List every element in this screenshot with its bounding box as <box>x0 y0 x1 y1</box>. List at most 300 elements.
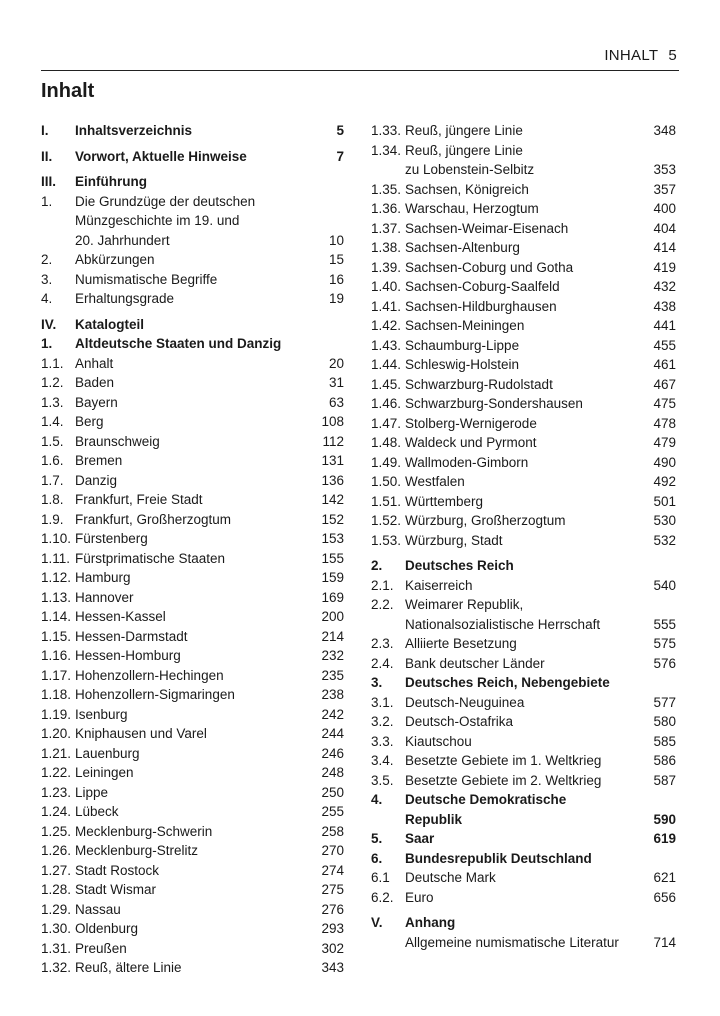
toc-entry-number: 1.11. <box>41 550 71 566</box>
toc-entry-number: 1.35. <box>371 181 402 197</box>
toc-entry-number: 1.32. <box>41 960 72 975</box>
toc-entry-number: I. <box>41 123 49 138</box>
toc-entry-number: 3.2. <box>371 714 394 729</box>
toc-entry-title: Lippe <box>75 784 109 800</box>
toc-entry <box>371 712 676 732</box>
toc-entry-page: 258 <box>321 823 344 839</box>
toc-entry-title: Schwarzburg-Rudolstadt <box>405 376 553 392</box>
toc-entry <box>41 451 344 471</box>
toc-entry-page: 246 <box>321 745 344 761</box>
toc-section-heading <box>41 121 344 141</box>
toc-entry-page: 276 <box>321 901 344 917</box>
toc-entry <box>371 316 676 336</box>
toc-entry-title: Altdeutsche Staaten und Danzig <box>75 336 282 351</box>
toc-entry-title: Reuß, ältere Linie <box>75 960 182 975</box>
toc-entry-number: 1.39. <box>371 259 402 275</box>
toc-entry-title: Fürstenberg <box>75 531 148 546</box>
toc-entry-title: Deutsch-Neuguinea <box>405 694 525 710</box>
toc-entry-number: 1.34. <box>371 142 402 158</box>
toc-entry-number: 3. <box>371 675 383 690</box>
toc-entry-page: 20 <box>328 355 344 371</box>
toc-entry-page: 455 <box>653 337 676 353</box>
toc-entry <box>371 634 676 654</box>
toc-entry-title: Kniphausen und Varel <box>75 726 207 741</box>
toc-entry-page: 492 <box>653 474 676 489</box>
toc-entry-title: Anhalt <box>75 355 114 371</box>
toc-entry-page: 152 <box>321 511 344 527</box>
toc-entry <box>41 646 344 666</box>
toc-entry <box>41 568 344 588</box>
toc-entry-number: 1. <box>41 336 53 351</box>
toc-entry-page: 438 <box>653 298 676 314</box>
toc-entry-page: 16 <box>328 271 344 287</box>
toc-entry-page: 7 <box>336 148 344 164</box>
toc-entry-page: 302 <box>321 940 344 956</box>
toc-entry-number: 3.5. <box>371 772 394 788</box>
toc-entry-number: 1.13. <box>41 589 72 605</box>
toc-section-heading <box>371 673 676 693</box>
toc-entry <box>371 595 676 615</box>
toc-entry-number: 1.17. <box>41 667 72 683</box>
toc-entry-page: 136 <box>321 472 344 488</box>
toc-entry <box>41 510 344 530</box>
toc-entry-number: 1.49. <box>371 454 402 470</box>
toc-entry-page: 432 <box>653 279 676 294</box>
toc-entry <box>41 822 344 842</box>
toc-entry-title: Waldeck und Pyrmont <box>405 435 537 450</box>
toc-entry <box>41 880 344 900</box>
toc-entry-number: 1.46. <box>371 396 402 411</box>
toc-entry <box>41 705 344 725</box>
toc-entry <box>371 472 676 492</box>
toc-entry-title: Lübeck <box>75 804 119 819</box>
toc-entry-number: 1.50. <box>371 474 402 489</box>
toc-entry-page: 232 <box>321 648 344 663</box>
toc-entry <box>41 802 344 822</box>
toc-entry-page: 540 <box>653 577 676 593</box>
toc-entry <box>41 211 344 231</box>
toc-section-heading <box>371 810 676 830</box>
toc-entry <box>371 654 676 674</box>
toc-entry <box>371 511 676 531</box>
toc-entry <box>41 627 344 647</box>
toc-entry-page: 131 <box>321 453 344 468</box>
toc-entry <box>371 219 676 239</box>
toc-entry-page: 343 <box>321 960 344 975</box>
toc-right-column <box>371 121 676 952</box>
toc-entry-title: Euro <box>405 889 434 905</box>
toc-entry <box>41 958 344 978</box>
toc-entry-title: Frankfurt, Großherzogtum <box>75 511 232 527</box>
toc-entry-page: 31 <box>328 375 344 390</box>
toc-entry-title: Leiningen <box>75 765 134 780</box>
toc-entry-page: 348 <box>653 123 676 138</box>
toc-entry-page: 270 <box>321 843 344 858</box>
toc-entry-number: 1.7. <box>41 472 64 488</box>
toc-entry-number: 3.3. <box>371 733 394 749</box>
toc-entry-number: V. <box>371 915 383 930</box>
toc-entry-page: 576 <box>653 655 676 671</box>
toc-entry <box>41 900 344 920</box>
toc-entry <box>371 375 676 395</box>
running-header <box>41 46 679 71</box>
toc-entry-page: 244 <box>321 726 344 741</box>
toc-entry-title: zu Lobenstein-Selbitz <box>405 162 535 177</box>
toc-entry-page: 108 <box>321 414 344 429</box>
toc-entry-title: Warschau, Herzogtum <box>405 201 539 216</box>
toc-entry <box>41 412 344 432</box>
toc-entry <box>41 841 344 861</box>
toc-entry <box>41 744 344 764</box>
toc-entry-page: 590 <box>653 811 676 827</box>
toc-entry-page: 112 <box>322 433 344 449</box>
toc-entry-title: Deutsches Reich <box>405 558 514 573</box>
toc-entry-title: Einführung <box>75 174 147 189</box>
toc-entry-page: 200 <box>321 609 344 624</box>
toc-entry <box>41 783 344 803</box>
toc-entry <box>41 529 344 549</box>
toc-entry-number: 4. <box>371 792 383 807</box>
toc-entry-number: 2.3. <box>371 636 394 651</box>
toc-entry-page: 490 <box>653 454 676 470</box>
toc-entry-page: 404 <box>653 220 676 236</box>
toc-entry-title: Kaiserreich <box>405 577 473 593</box>
toc-entry-number: 1.33. <box>371 123 402 138</box>
toc-entry-number: 1.26. <box>41 843 72 858</box>
toc-entry-page: 15 <box>328 252 344 267</box>
toc-entry-number: 2.2. <box>371 597 394 612</box>
toc-entry-page: 501 <box>653 493 676 509</box>
toc-entry-page: 619 <box>653 831 676 846</box>
toc-entry-page: 235 <box>321 667 344 683</box>
toc-entry-title: Hessen-Darmstadt <box>75 628 188 644</box>
toc-entry <box>371 141 676 161</box>
toc-entry-title: Sachsen-Coburg-Saalfeld <box>405 279 560 294</box>
toc-entry-number: 2.4. <box>371 655 394 671</box>
toc-entry-number: 2. <box>41 252 53 267</box>
toc-entry-page: 587 <box>653 772 676 788</box>
toc-section-heading <box>371 829 676 849</box>
toc-entry-page: 656 <box>653 889 676 905</box>
toc-entry <box>371 258 676 278</box>
toc-entry-title: Besetzte Gebiete im 2. Weltkrieg <box>405 772 602 788</box>
toc-entry-number: 1.3. <box>41 394 64 410</box>
toc-entry-number: 1.1. <box>41 355 64 371</box>
toc-entry-title: Deutsche Mark <box>405 870 496 885</box>
toc-entry-title: Oldenburg <box>75 921 139 936</box>
toc-entry <box>371 888 676 908</box>
toc-entry <box>41 354 344 374</box>
toc-entry <box>41 289 344 309</box>
toc-section-heading <box>41 315 344 335</box>
toc-entry-page: 479 <box>653 435 676 450</box>
toc-entry-page: 586 <box>653 753 676 768</box>
toc-entry-title: Deutsches Reich, Nebengebiete <box>405 675 610 690</box>
toc-entry <box>371 751 676 771</box>
toc-entry-page: 255 <box>321 804 344 819</box>
toc-entry-page: 478 <box>653 415 676 431</box>
toc-entry-number: 1.45. <box>371 376 402 392</box>
toc-entry-number: 6.1 <box>371 870 390 885</box>
toc-entry-title: Hohenzollern-Hechingen <box>75 667 224 683</box>
toc-entry-title: Weimarer Republik, <box>405 597 524 612</box>
toc-entry-page: 242 <box>321 706 344 722</box>
toc-entry-title: Saar <box>405 831 435 846</box>
toc-entry-page: 159 <box>321 570 344 585</box>
toc-entry-title: 20. Jahrhundert <box>75 232 170 248</box>
toc-entry <box>371 531 676 551</box>
toc-entry-title: Bremen <box>75 453 123 468</box>
toc-entry-number: 1.25. <box>41 823 72 839</box>
toc-entry-page: 621 <box>653 870 676 885</box>
toc-entry-number: 1.21. <box>41 745 72 761</box>
toc-entry-page: 214 <box>321 628 344 644</box>
toc-entry-title: Anhang <box>405 915 456 930</box>
toc-entry-page: 353 <box>653 162 676 177</box>
toc-entry <box>41 471 344 491</box>
toc-entry-page: 585 <box>653 733 676 749</box>
toc-entry <box>41 724 344 744</box>
toc-entry-title: Schaumburg-Lippe <box>405 337 520 353</box>
toc-entry-title: Bank deutscher Länder <box>405 655 545 671</box>
toc-entry-number: 6.2. <box>371 889 394 905</box>
toc-entry-number: 1.41. <box>371 298 402 314</box>
toc-entry-title: Danzig <box>75 472 118 488</box>
toc-entry <box>41 685 344 705</box>
toc-entry-title: Deutsche Demokratische <box>405 792 567 807</box>
toc-entry-title: Bayern <box>75 394 118 410</box>
toc-entry-title: Alliierte Besetzung <box>405 636 517 651</box>
toc-entry-number: 1.16. <box>41 648 72 663</box>
toc-entry-title: Nassau <box>75 901 121 917</box>
toc-entry <box>371 615 676 635</box>
toc-entry-page: 461 <box>653 357 676 372</box>
toc-entry-page: 414 <box>653 240 676 255</box>
toc-entry <box>371 180 676 200</box>
toc-entry <box>371 453 676 473</box>
toc-entry-title: Reuß, jüngere Linie <box>405 142 523 158</box>
toc-entry-page: 441 <box>653 318 676 333</box>
toc-entry-title: Vorwort, Aktuelle Hinweise <box>75 148 247 164</box>
toc-entry-number: 1.18. <box>41 687 72 702</box>
toc-entry-page: 475 <box>653 396 676 411</box>
toc-entry-number: 1.31. <box>41 940 72 956</box>
toc-entry-title: Sachsen-Meiningen <box>405 318 525 333</box>
toc-entry <box>371 492 676 512</box>
toc-entry-title: Baden <box>75 375 115 390</box>
toc-entry-number: 1.44. <box>371 357 402 372</box>
toc-entry <box>41 373 344 393</box>
toc-entry-title: Erhaltungsgrade <box>75 291 175 306</box>
toc-entry-number: 1.6. <box>41 453 64 468</box>
toc-entry-page: 400 <box>653 201 676 216</box>
toc-entry <box>371 199 676 219</box>
toc-entry-number: 1.36. <box>371 201 402 216</box>
toc-entry-number: 1.5. <box>41 433 64 449</box>
toc-entry-number: 3.4. <box>371 753 394 768</box>
toc-entry-title: Hessen-Homburg <box>75 648 181 663</box>
toc-entry-page: 274 <box>321 862 344 878</box>
toc-entry-title: Würzburg, Großherzogtum <box>405 513 566 528</box>
toc-entry <box>41 270 344 290</box>
toc-entry-number: 3. <box>41 271 53 287</box>
toc-entry-number: 1.23. <box>41 784 72 800</box>
toc-entry-title: Kiautschou <box>405 733 472 749</box>
toc-entry-title: Hannover <box>75 589 134 605</box>
toc-entry <box>41 607 344 627</box>
toc-entry <box>371 414 676 434</box>
toc-entry-page: 275 <box>321 882 344 897</box>
toc-entry-number: 1.40. <box>371 279 402 294</box>
toc-entry <box>41 549 344 569</box>
toc-entry-title: Besetzte Gebiete im 1. Weltkrieg <box>405 753 602 768</box>
toc-entry <box>41 393 344 413</box>
toc-entry <box>371 732 676 752</box>
toc-entry-title: Mecklenburg-Schwerin <box>75 823 213 839</box>
toc-entry-number: 1.14. <box>41 609 72 624</box>
toc-entry <box>371 433 676 453</box>
toc-entry-title: Stadt Rostock <box>75 862 160 878</box>
toc-entry-page: 577 <box>653 694 676 710</box>
toc-entry-title: Sachsen-Altenburg <box>405 240 520 255</box>
toc-entry-title: Württemberg <box>405 493 484 509</box>
toc-entry-number: 1.48. <box>371 435 402 450</box>
toc-entry-title: Preußen <box>75 940 127 956</box>
toc-entry-number: III. <box>41 174 57 189</box>
toc-entry-number: 1.29. <box>41 901 72 917</box>
toc-entry <box>371 394 676 414</box>
toc-entry-page: 467 <box>653 376 676 392</box>
toc-entry-number: 1.43. <box>371 337 402 353</box>
toc-entry-number: 1.19. <box>41 706 72 722</box>
toc-entry-number: 1.10. <box>41 531 72 546</box>
toc-entry <box>41 250 344 270</box>
toc-entry <box>371 160 676 180</box>
toc-entry <box>371 693 676 713</box>
toc-entry <box>41 490 344 510</box>
toc-entry <box>371 238 676 258</box>
toc-entry-number: 1.24. <box>41 804 72 819</box>
toc-entry-page: 5 <box>336 123 344 138</box>
toc-entry-title: Die Grundzüge der deutschen <box>75 193 256 209</box>
toc-entry-page: 19 <box>328 291 344 306</box>
toc-entry-title: Sachsen-Coburg und Gotha <box>405 259 574 275</box>
toc-entry-number: 1.52. <box>371 513 402 528</box>
toc-entry-number: 1.30. <box>41 921 72 936</box>
toc-entry <box>371 121 676 141</box>
page-title: Inhalt <box>41 80 95 102</box>
toc-entry-title: Nationalsozialistische Herrschaft <box>405 616 601 632</box>
toc-entry <box>41 231 344 251</box>
toc-entry-title: Sachsen-Weimar-Eisenach <box>405 220 569 236</box>
toc-entry-title: Sachsen-Hildburghausen <box>405 298 557 314</box>
toc-entry-number: 1.12. <box>41 570 72 585</box>
toc-entry-title: Katalogteil <box>75 316 145 332</box>
toc-entry-title: Isenburg <box>75 706 128 722</box>
toc-entry-number: 1.8. <box>41 492 64 507</box>
toc-entry-title: Bundesrepublik Deutschland <box>405 850 592 866</box>
toc-entry-title: Berg <box>75 414 104 429</box>
toc-entry-number: 1.38. <box>371 240 402 255</box>
toc-entry-number: 1.42. <box>371 318 402 333</box>
toc-entry-number: 1.47. <box>371 415 402 431</box>
toc-entry-number: 1.28. <box>41 882 72 897</box>
toc-entry-title: Sachsen, Königreich <box>405 181 529 197</box>
toc-entry-title: Stadt Wismar <box>75 882 157 897</box>
toc-section-heading <box>371 849 676 869</box>
toc-entry <box>41 432 344 452</box>
toc-entry-number: IV. <box>41 316 57 332</box>
toc-entry-title: Hessen-Kassel <box>75 609 166 624</box>
toc-entry-title: Mecklenburg-Strelitz <box>75 843 199 858</box>
toc-entry-title: Deutsch-Ostafrika <box>405 714 514 729</box>
toc-entry-number: 1.4. <box>41 414 64 429</box>
toc-entry-page: 555 <box>653 616 676 632</box>
toc-entry-page: 155 <box>321 550 344 566</box>
toc-entry-page: 248 <box>321 765 344 780</box>
toc-entry <box>371 933 676 953</box>
toc-entry-page: 142 <box>321 492 344 507</box>
toc-entry-page: 580 <box>653 714 676 729</box>
toc-entry-number: II. <box>41 148 53 164</box>
toc-entry-title: Schwarzburg-Sondershausen <box>405 396 583 411</box>
toc-entry <box>41 588 344 608</box>
toc-entry <box>371 297 676 317</box>
toc-entry <box>371 355 676 375</box>
toc-left-column <box>41 121 344 978</box>
toc-entry-number: 6. <box>371 850 383 866</box>
toc-entry-number: 1.53. <box>371 532 402 548</box>
toc-entry-title: Münzgeschichte im 19. und <box>75 213 240 228</box>
toc-entry-page: 250 <box>321 784 344 800</box>
toc-entry-title: Republik <box>405 811 463 827</box>
toc-entry-page: 532 <box>653 532 676 548</box>
toc-entry-title: Lauenburg <box>75 745 140 761</box>
toc-entry-page: 10 <box>328 232 344 248</box>
toc-entry-page: 293 <box>321 921 344 936</box>
toc-entry-page: 575 <box>653 636 676 651</box>
toc-entry-page: 63 <box>328 394 344 410</box>
toc-entry-number: 2. <box>371 558 383 573</box>
header-page-number: 5 <box>668 47 677 64</box>
toc-entry-number: 2.1. <box>371 577 394 593</box>
toc-entry-number: 1.15. <box>41 628 72 644</box>
toc-entry-number: 5. <box>371 831 383 846</box>
toc-entry-title: Inhaltsverzeichnis <box>75 123 193 138</box>
toc-entry <box>41 919 344 939</box>
toc-entry-title: Frankfurt, Freie Stadt <box>75 492 203 507</box>
toc-entry <box>41 666 344 686</box>
toc-entry-title: Wallmoden-Gimborn <box>405 454 529 470</box>
toc-section-heading <box>41 172 344 192</box>
toc-entry-number: 1.51. <box>371 493 402 509</box>
toc-entry-page: 530 <box>653 513 676 528</box>
toc-entry-number: 1.2. <box>41 375 64 390</box>
toc-entry-page: 714 <box>653 934 676 950</box>
toc-entry-title: Abkürzungen <box>75 252 155 267</box>
toc-entry <box>41 192 344 212</box>
toc-entry-number: 3.1. <box>371 694 394 710</box>
toc-entry <box>371 771 676 791</box>
toc-entry-number: 4. <box>41 291 53 306</box>
toc-entry-number: 1.9. <box>41 511 64 527</box>
toc-entry-title: Fürstprimatische Staaten <box>75 550 226 566</box>
header-label: INHALT <box>604 47 659 64</box>
toc-section-heading <box>371 790 676 810</box>
toc-entry <box>371 277 676 297</box>
toc-entry-title: Reuß, jüngere Linie <box>405 123 523 138</box>
toc-entry <box>41 939 344 959</box>
